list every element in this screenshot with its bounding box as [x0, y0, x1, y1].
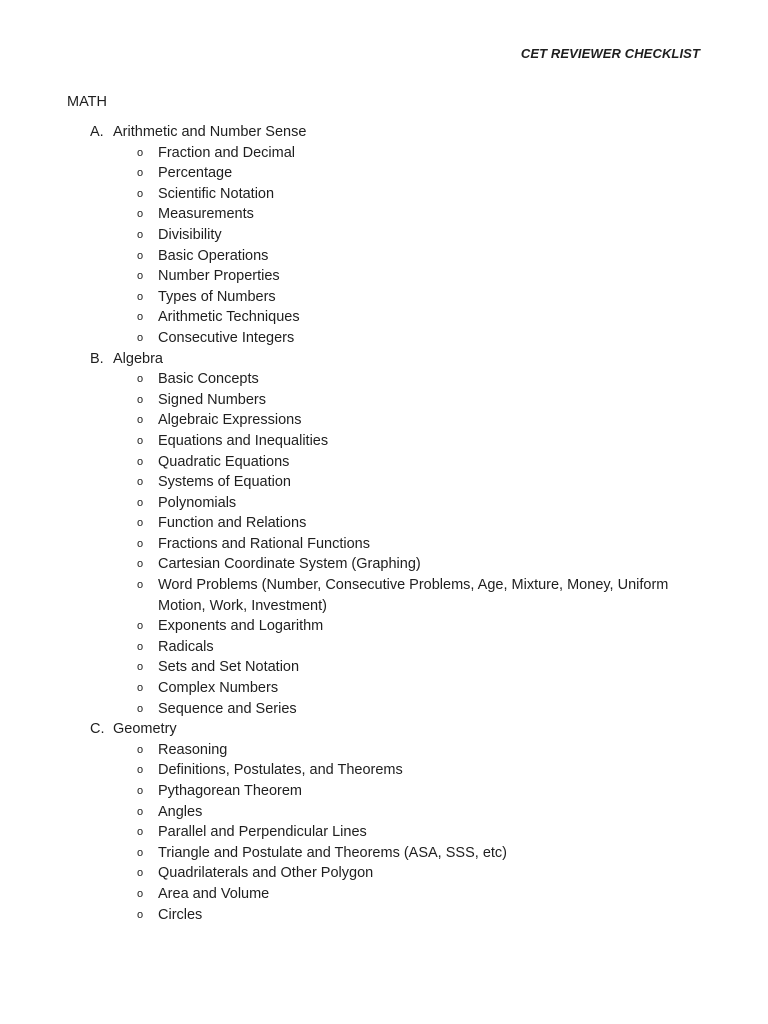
hollow-bullet-icon: o [137, 558, 144, 571]
list-item [0, 472, 768, 493]
list-item [0, 843, 768, 864]
list-item [0, 204, 768, 225]
list-item-label: Angles [158, 803, 203, 820]
list-item [0, 225, 768, 246]
list-item-label: Pythagorean Theorem [158, 783, 303, 799]
hollow-bullet-icon: o [137, 764, 144, 777]
hollow-bullet-icon: o [137, 228, 144, 241]
list-item [0, 822, 768, 843]
list-item-label: Definitions, Postulates, and Theorems [158, 762, 403, 779]
list-item-label: Signed Numbers [158, 391, 266, 408]
section-label: Arithmetic and Number Sense [113, 124, 307, 140]
list-item [0, 863, 768, 884]
hollow-bullet-icon: o [137, 537, 144, 550]
list-item [0, 802, 768, 823]
hollow-bullet-icon: o [137, 826, 144, 839]
list-item-label: Area and Volume [158, 885, 270, 902]
list-item-label: Equations and Inequalities [158, 432, 329, 449]
list-item-label: Measurements [158, 206, 254, 223]
subject-heading: MATH [67, 94, 108, 110]
list-item [0, 328, 768, 349]
list-item-label: Basic Concepts [158, 371, 259, 388]
list-item-label: Percentage [158, 165, 233, 182]
list-item-label: Function and Relations [158, 515, 307, 532]
hollow-bullet-icon: o [137, 682, 144, 695]
list-item-label: Algebraic Expressions [158, 412, 302, 429]
list-item-label: Parallel and Perpendicular Lines [158, 824, 367, 841]
hollow-bullet-icon: o [137, 414, 144, 427]
section-heading [0, 349, 768, 370]
list-item [0, 740, 768, 761]
list-item [0, 760, 768, 781]
hollow-bullet-icon: o [137, 373, 144, 386]
hollow-bullet-icon: o [137, 785, 144, 797]
hollow-bullet-icon: o [137, 270, 144, 283]
list-item [0, 369, 768, 390]
list-item [0, 554, 768, 575]
hollow-bullet-icon: o [137, 805, 144, 818]
list-item [0, 493, 768, 514]
hollow-bullet-icon: o [137, 393, 144, 406]
section-letter: B. [90, 350, 104, 367]
hollow-bullet-icon: o [137, 579, 144, 592]
list-item-label: Exponents and Logarithm [158, 618, 324, 635]
list-item [0, 699, 768, 720]
list-item [0, 678, 768, 699]
list-item [0, 637, 768, 658]
hollow-bullet-icon: o [137, 146, 144, 159]
list-item-label: Consecutive Integers [158, 329, 295, 346]
list-item [0, 575, 768, 616]
hollow-bullet-icon: o [137, 620, 144, 633]
list-item-label: Sequence and Series [158, 700, 297, 717]
section-list [0, 122, 768, 925]
list-item [0, 657, 768, 678]
list-item-label: Complex Numbers [158, 680, 279, 697]
list-item [0, 410, 768, 431]
list-item [0, 781, 768, 802]
list-item-label: Types of Numbers [158, 288, 276, 305]
hollow-bullet-icon: o [137, 908, 144, 921]
list-item-label: Scientific Notation [158, 185, 275, 202]
hollow-bullet-icon: o [137, 311, 144, 324]
section-heading [0, 719, 768, 740]
hollow-bullet-icon: o [137, 867, 144, 880]
hollow-bullet-icon: o [137, 743, 144, 756]
list-item [0, 884, 768, 905]
list-item-label: Circles [158, 906, 203, 923]
document-title: CET REVIEWER CHECKLIST [520, 46, 700, 61]
list-item-label: Radicals [158, 638, 214, 655]
list-item [0, 905, 768, 926]
list-item-label: Triangle and Postulate and Theorems (ASA, SSS, etc) [158, 844, 507, 861]
list-item-label: Fraction and Decimal [158, 144, 295, 161]
list-item-label: Arithmetic Techniques [158, 309, 300, 326]
hollow-bullet-icon: o [137, 496, 144, 509]
hollow-bullet-icon: o [137, 887, 144, 900]
hollow-bullet-icon: o [137, 187, 144, 200]
hollow-bullet-icon: o [137, 331, 144, 344]
hollow-bullet-icon: o [137, 702, 144, 715]
list-item [0, 307, 768, 328]
list-item-label: Reasoning [158, 741, 228, 758]
hollow-bullet-icon: o [137, 249, 144, 262]
hollow-bullet-icon: o [137, 476, 144, 489]
list-item-label: Number Properties [158, 268, 280, 285]
list-item-label: Polynomials [158, 494, 237, 511]
list-item [0, 287, 768, 308]
hollow-bullet-icon: o [137, 208, 144, 221]
list-item-label: Word Problems (Number, Consecutive Problems, Age, Mixture, Money, Uniform Motion, Work, Investment) [158, 577, 669, 614]
section-letter: A. [90, 124, 104, 140]
list-item [0, 246, 768, 267]
section-letter: C. [90, 721, 105, 738]
list-item [0, 184, 768, 205]
list-item [0, 452, 768, 473]
list-item-label: Fractions and Rational Functions [158, 535, 370, 552]
list-item [0, 534, 768, 555]
section-heading [0, 122, 768, 143]
list-item [0, 266, 768, 287]
hollow-bullet-icon: o [137, 290, 144, 303]
list-item-label: Quadratic Equations [158, 453, 290, 470]
list-item [0, 390, 768, 411]
hollow-bullet-icon: o [137, 455, 144, 468]
list-item [0, 163, 768, 184]
hollow-bullet-icon: o [137, 434, 144, 447]
list-item-label: Systems of Equation [158, 474, 291, 491]
hollow-bullet-icon: o [137, 517, 144, 530]
list-item [0, 513, 768, 534]
hollow-bullet-icon: o [137, 846, 144, 859]
section-label: Geometry [113, 721, 177, 738]
list-item-label: Cartesian Coordinate System (Graphing) [158, 556, 421, 573]
list-item [0, 431, 768, 452]
list-item-label: Quadrilaterals and Other Polygon [158, 865, 374, 882]
list-item-label: Basic Operations [158, 247, 269, 264]
hollow-bullet-icon: o [137, 661, 144, 674]
section-label: Algebra [113, 350, 163, 367]
list-item [0, 143, 768, 164]
hollow-bullet-icon: o [137, 640, 144, 653]
hollow-bullet-icon: o [137, 167, 144, 180]
list-item-label: Divisibility [158, 226, 222, 243]
list-item [0, 616, 768, 637]
list-item-label: Sets and Set Notation [158, 659, 300, 676]
